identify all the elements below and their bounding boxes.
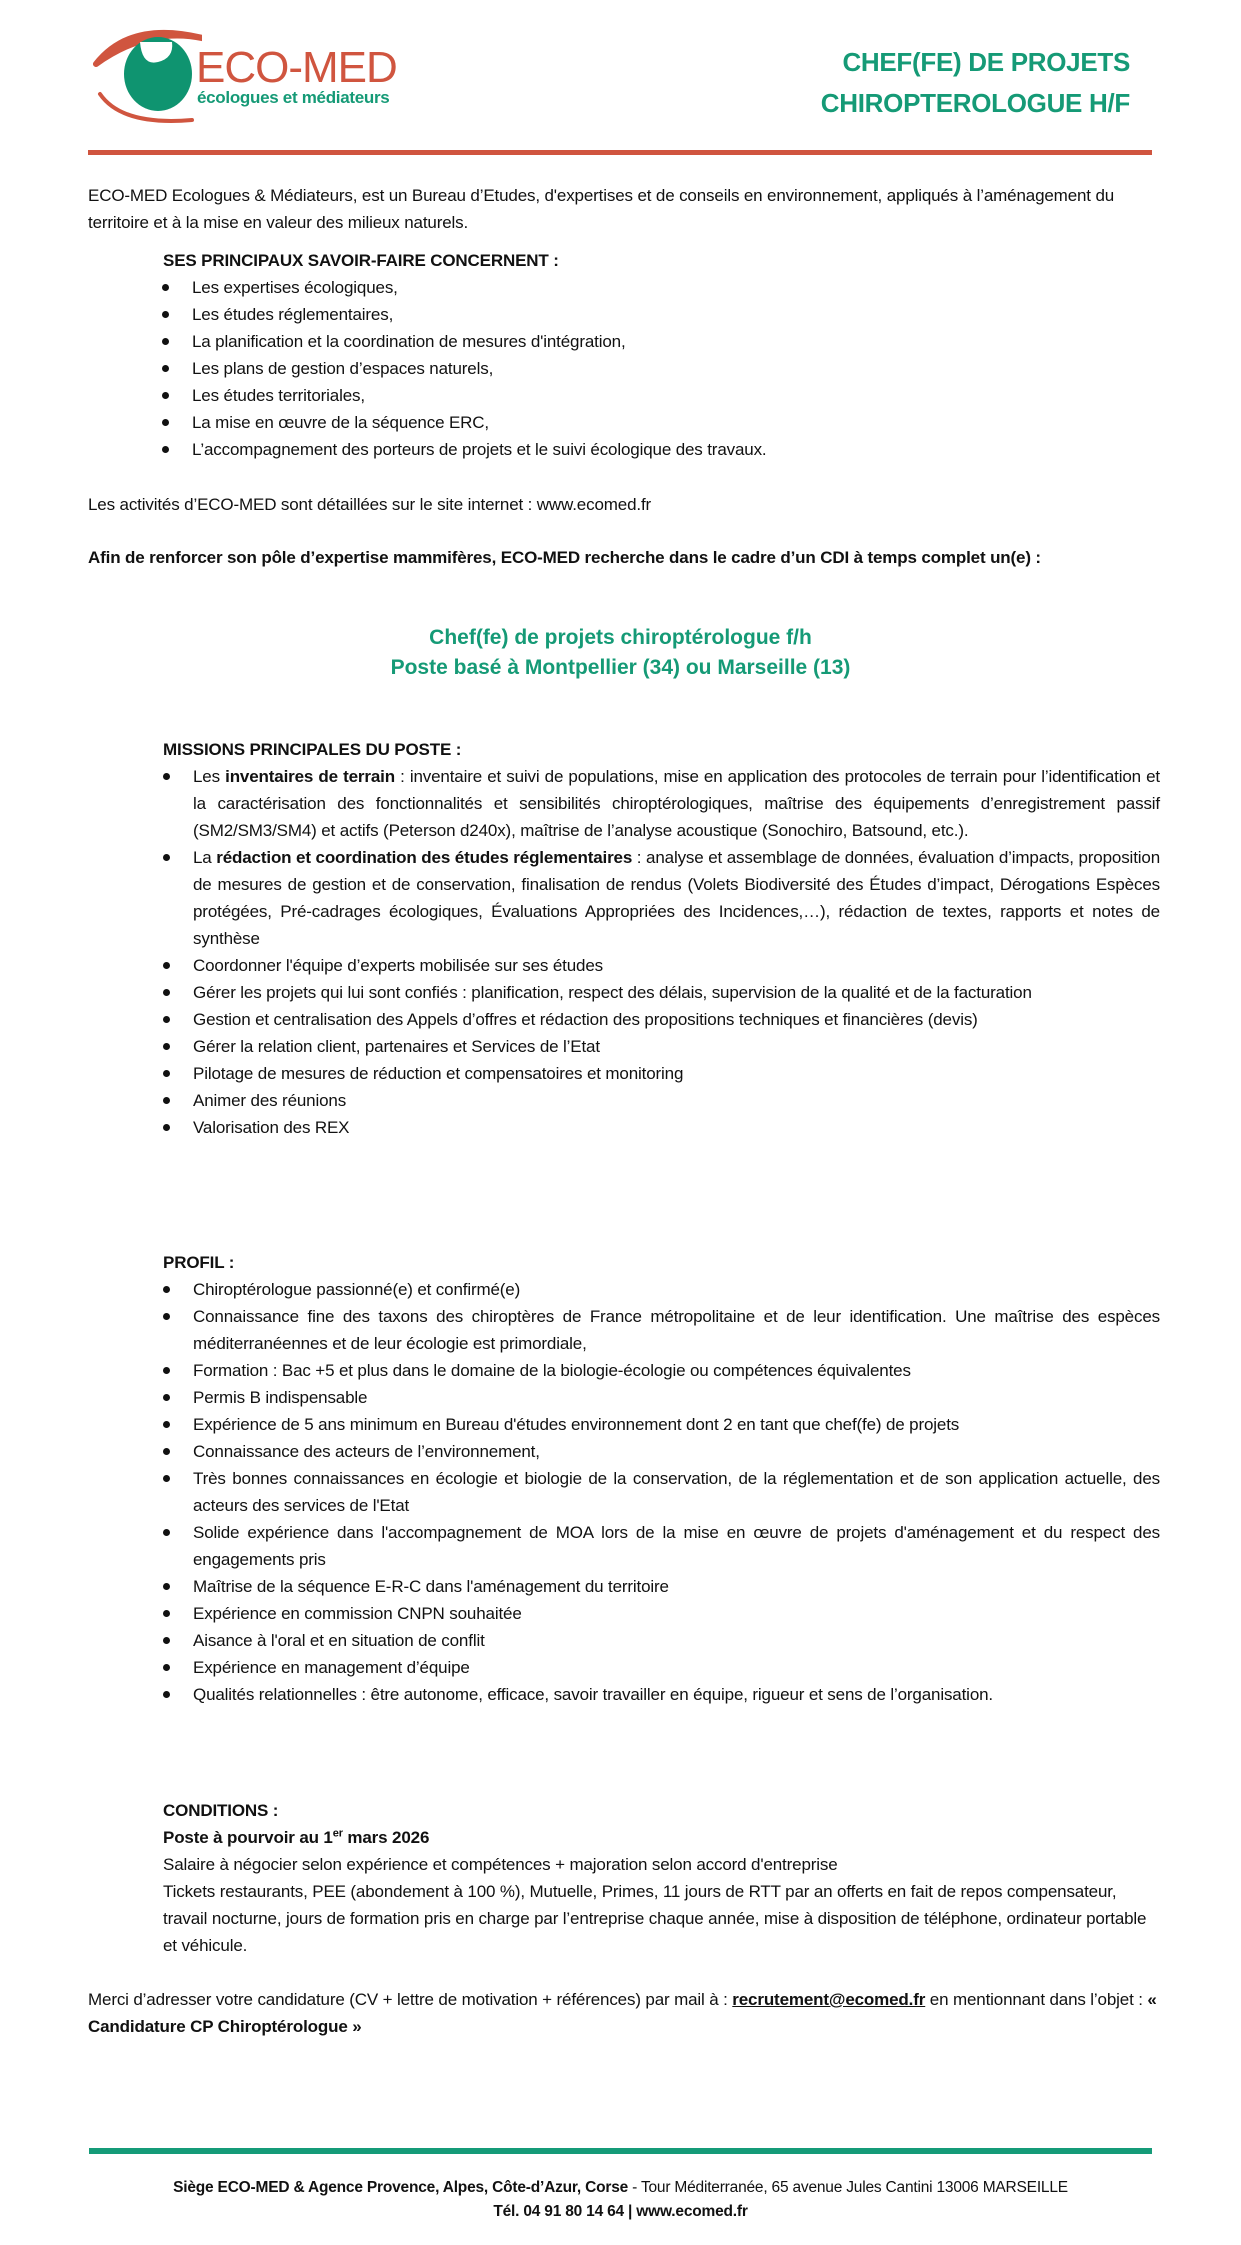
logo-tagline: écologues et médiateurs — [197, 88, 390, 107]
missions-section — [163, 736, 1160, 1141]
list-item: Les plans de gestion d’espaces naturels, — [162, 355, 1160, 382]
savoir-faire-section — [163, 247, 1160, 463]
application-paragraph: Merci d’adresser votre candidature (CV + lettre de motivation + références) par mail à : recrutement@ecomed.fr en mentionnant dans l’objet : « Candidature CP Chiroptérologue » — [88, 1990, 1157, 2036]
eye-logo-icon — [92, 18, 202, 126]
list-item: Les études territoriales, — [162, 382, 1160, 409]
list-item: Connaissance fine des taxons des chiroptères de France métropolitaine et de leur identification. Une maîtrise des espèces méditerranéennes et de leur écologie est primordiale, — [163, 1303, 1160, 1357]
email-link[interactable]: recrutement@ecomed.fr — [732, 1990, 926, 2009]
start-date: Poste à pourvoir au 1er mars 2026 — [163, 1827, 430, 1847]
bullet-icon — [163, 1475, 170, 1482]
list-item: Coordonner l'équipe d’experts mobilisée sur ses études — [163, 952, 1160, 979]
bullet-icon — [163, 1529, 170, 1536]
bullet-icon — [163, 773, 170, 780]
bullet-icon — [163, 1097, 170, 1104]
page-title-line2: CHIROPTEROLOGUE H/F — [820, 88, 1130, 118]
bullet-icon — [163, 1637, 170, 1644]
bullet-icon — [163, 1583, 170, 1590]
list-item: Gestion et centralisation des Appels d’offres et rédaction des propositions techniques et financières (devis) — [163, 1006, 1160, 1033]
list-item: L’accompagnement des porteurs de projets et le suivi écologique des travaux. — [162, 436, 1160, 463]
header-divider — [88, 150, 1152, 155]
page-title-line1: CHEF(FE) DE PROJETS — [842, 47, 1130, 77]
list-item: Permis B indispensable — [163, 1384, 1160, 1411]
bullet-icon — [162, 419, 169, 426]
intro-paragraph: ECO-MED Ecologues & Médiateurs, est un Bureau d’Etudes, d'expertises et de conseils en environnement, appliqués à l’aménagement du territoire et à la mise en valeur des milieux naturels. — [88, 186, 1115, 232]
list-item: Valorisation des REX — [163, 1114, 1160, 1141]
list-item: Formation : Bac +5 et plus dans le domaine de la biologie-écologie ou compétences équivalentes — [163, 1357, 1160, 1384]
bullet-icon — [163, 1421, 170, 1428]
bullet-icon — [163, 854, 170, 861]
bullet-icon — [163, 1394, 170, 1401]
page-title — [821, 42, 1130, 124]
list-item: Maîtrise de la séquence E-R-C dans l'aménagement du territoire — [163, 1573, 1160, 1600]
bullet-icon — [162, 311, 169, 318]
list-item: Les inventaires de terrain : inventaire et suivi de populations, mise en application des protocoles de terrain pour l’identification et la caractérisation des fonctionnalités et sensibilités chiroptérologiques, maîtrise des équipements d’enregistrement passif (SM2/SM3/SM4) et actifs (Peterson d240x), maîtrise de l’analyse acoustique (Sonochiro, Batsound, etc.). — [163, 763, 1160, 844]
bullet-icon — [162, 392, 169, 399]
logo-wordmark: ECO-MED — [196, 43, 397, 92]
list-item: Pilotage de mesures de réduction et compensatoires et monitoring — [163, 1060, 1160, 1087]
list-item: Expérience de 5 ans minimum en Bureau d'études environnement dont 2 en tant que chef(fe) de projets — [163, 1411, 1160, 1438]
bullet-icon — [163, 1664, 170, 1671]
bullet-icon — [163, 1448, 170, 1455]
missions-heading: MISSIONS PRINCIPALES DU POSTE : — [163, 740, 462, 759]
position-title: Chef(fe) de projets chiroptérologue f/h — [429, 626, 812, 649]
list-item: Animer des réunions — [163, 1087, 1160, 1114]
list-item: Solide expérience dans l'accompagnement de MOA lors de la mise en œuvre de projets d'aménagement et du respect des engagements pris — [163, 1519, 1160, 1573]
list-item: Qualités relationnelles : être autonome, efficace, savoir travailler en équipe, rigueur et sens de l’organisation. — [163, 1681, 1160, 1708]
bullet-icon — [163, 962, 170, 969]
profil-heading: PROFIL : — [163, 1253, 235, 1272]
bullet-icon — [163, 1124, 170, 1131]
salary-text: Salaire à négocier selon expérience et compétences + majoration selon accord d'entreprise — [163, 1855, 838, 1874]
list-item: La rédaction et coordination des études réglementaires : analyse et assemblage de données, évaluation d’impacts, proposition de mesures de gestion et de conservation, finalisation de rendus (Volets Biodiversité des Études d’impact, Dérogations Espèces protégées, Pré-cadrages écologiques, Évaluations Appropriées des Incidences,…), rédaction de textes, rapports et notes de synthèse — [163, 844, 1160, 952]
list-item: Expérience en management d’équipe — [163, 1654, 1160, 1681]
position-location: Poste basé à Montpellier (34) ou Marseille (13) — [390, 656, 851, 679]
bullet-icon — [162, 365, 169, 372]
conditions-section — [163, 1797, 1160, 1959]
footer-divider — [89, 2148, 1152, 2154]
list-item: Chiroptérologue passionné(e) et confirmé(e) — [163, 1276, 1160, 1303]
list-item: La mise en œuvre de la séquence ERC, — [162, 409, 1160, 436]
bullet-icon — [163, 1016, 170, 1023]
footer-address: Siège ECO-MED & Agence Provence, Alpes, Côte-d’Azur, Corse - Tour Méditerranée, 65 avenue Jules Cantini 13006 MARSEILLE — [173, 2179, 1068, 2196]
recruitment-paragraph: Afin de renforcer son pôle d’expertise mammifères, ECO-MED recherche dans le cadre d’un CDI à temps complet un(e) : — [88, 548, 1041, 567]
bullet-icon — [163, 1691, 170, 1698]
bullet-icon — [162, 284, 169, 291]
bullet-icon — [163, 1313, 170, 1320]
conditions-heading: CONDITIONS : — [163, 1801, 279, 1820]
list-item: La planification et la coordination de mesures d'intégration, — [162, 328, 1160, 355]
email-subject: « Candidature CP Chiroptérologue » — [88, 1990, 1157, 2036]
bullet-icon — [163, 989, 170, 996]
list-item: Très bonnes connaissances en écologie et biologie de la conservation, de la réglementation et de son application actuelle, des acteurs des services de l'Etat — [163, 1465, 1160, 1519]
list-item: Les expertises écologiques, — [162, 274, 1160, 301]
activities-paragraph: Les activités d’ECO-MED sont détaillées sur le site internet : www.ecomed.fr — [88, 495, 652, 514]
bullet-icon — [163, 1286, 170, 1293]
list-item: Expérience en commission CNPN souhaitée — [163, 1600, 1160, 1627]
bullet-icon — [163, 1070, 170, 1077]
bullet-icon — [162, 446, 169, 453]
footer-contact: Tél. 04 91 80 14 64 | www.ecomed.fr — [493, 2203, 748, 2220]
list-item: Gérer la relation client, partenaires et Services de l’Etat — [163, 1033, 1160, 1060]
list-item: Gérer les projets qui lui sont confiés : planification, respect des délais, supervision de la qualité et de la facturation — [163, 979, 1160, 1006]
benefits-text: Tickets restaurants, PEE (abondement à 100 %), Mutuelle, Primes, 11 jours de RTT par an offerts en fait de repos compensateur, travail nocturne, jours de formation pris en charge par l’entreprise chaque année, mise à disposition de téléphone, ordinateur portable et véhicule. — [163, 1882, 1147, 1955]
list-item: Connaissance des acteurs de l’environnement, — [163, 1438, 1160, 1465]
bullet-icon — [163, 1610, 170, 1617]
list-item: Aisance à l'oral et en situation de conflit — [163, 1627, 1160, 1654]
list-item: Les études réglementaires, — [162, 301, 1160, 328]
bullet-icon — [163, 1043, 170, 1050]
profil-section — [163, 1249, 1160, 1708]
bullet-icon — [162, 338, 169, 345]
savoir-faire-heading: SES PRINCIPAUX SAVOIR-FAIRE CONCERNENT : — [163, 251, 559, 270]
bullet-icon — [163, 1367, 170, 1374]
